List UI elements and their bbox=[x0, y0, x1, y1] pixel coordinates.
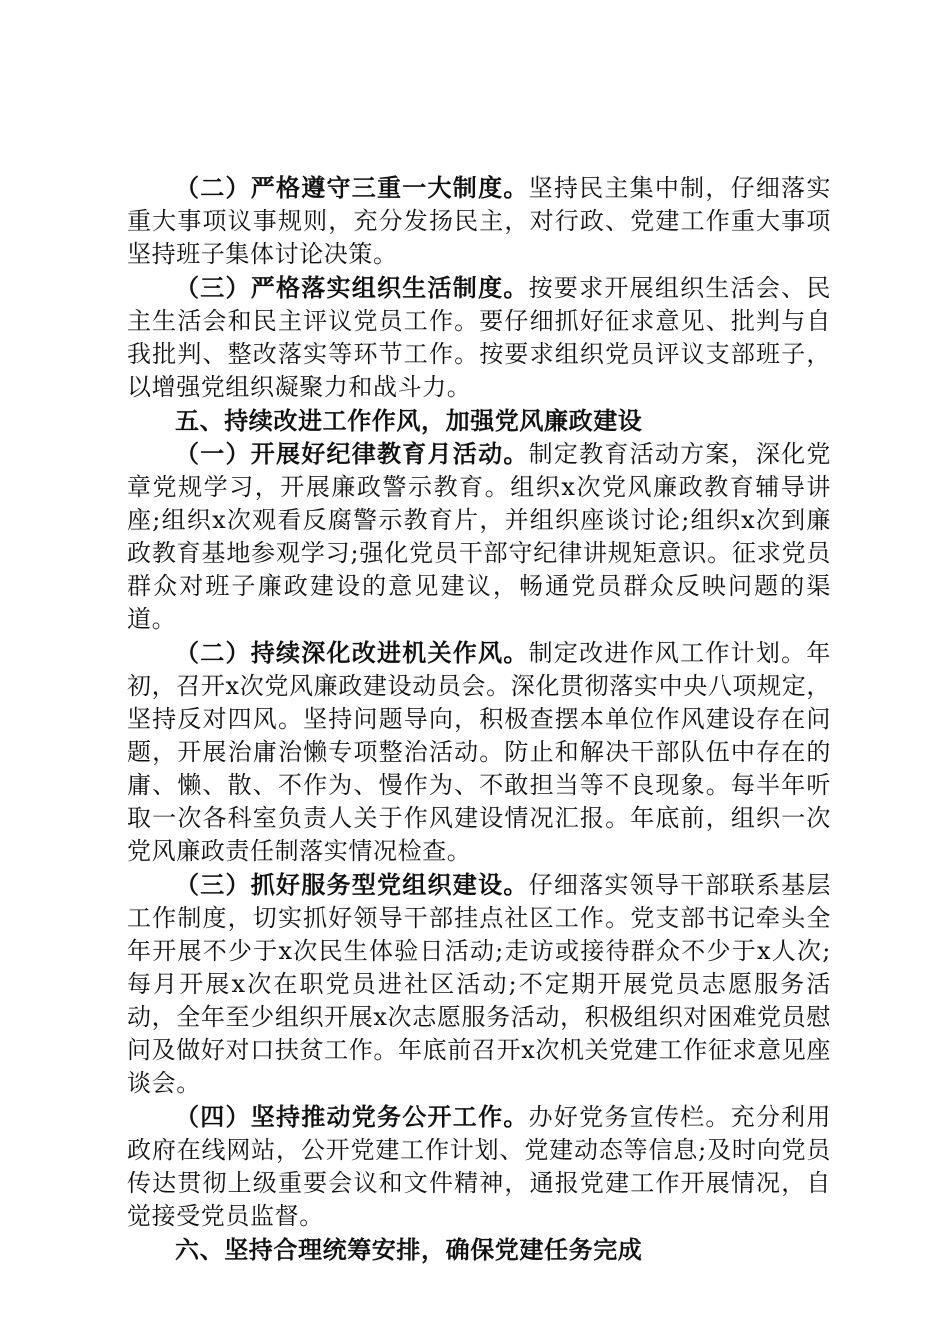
section-heading-six: 六、坚持合理统筹安排，确保党建任务完成 bbox=[175, 1235, 643, 1264]
paragraph-lead: （三）严格落实组织生活制度。 bbox=[175, 273, 529, 302]
paragraph-strict-three-major-one-large bbox=[127, 171, 831, 271]
paragraph-text: 仔细落实领导干部联系基层工作制度，切实抓好领导干部挂点社区工作。党支部书记牵头全年开展不少于x次民生体验日活动;走访或接待群众不少于x人次;每月开展x次在职党员进社区活动;不定期开展党员志愿服务活动，全年至少组织开展x次志愿服务活动，积极组织对困难党员慰问及做好对口扶贫工作。年底前召开x次机关党建工作征求意见座谈会。 bbox=[127, 871, 831, 1097]
paragraph-text: 制定改进作风工作计划。年初，召开x次党风廉政建设动员会。深化贯彻落实中央八项规定，坚持反对四风。坚持问题导向，积极查摆本单位作风建设存在问题，开展治庸治懒专项整治活动。防止和解决干部队伍中存在的庸、懒、散、不作为、慢作为、不敢担当等不良现象。每半年听取一次各科室负责人关于作风建设情况汇报。年底前，组织一次党风廉政责任制落实情况检查。 bbox=[127, 639, 831, 865]
paragraph-lead: （二）严格遵守三重一大制度。 bbox=[175, 173, 529, 202]
paragraph-lead: （一）开展好纪律教育月活动。 bbox=[175, 439, 529, 468]
paragraph-lead: （四）坚持推动党务公开工作。 bbox=[175, 1102, 529, 1131]
paragraph-lead: （三）抓好服务型党组织建设。 bbox=[175, 870, 529, 899]
paragraph-discipline-education-month bbox=[127, 437, 831, 636]
paragraph-text: 按要求开展组织生活会、民主生活会和民主评议党员工作。要仔细抓好征求意见、批判与自我批判、整改落实等环节工作。按要求组织党员评议支部班子，以增强党组织凝聚力和战斗力。 bbox=[127, 274, 831, 401]
paragraph-organizational-life-system bbox=[127, 271, 831, 404]
paragraph-improve-office-style bbox=[127, 636, 831, 868]
paragraph-lead: （二）持续深化改进机关作风。 bbox=[175, 638, 529, 667]
paragraph-text: 坚持民主集中制，仔细落实重大事项议事规则，充分发扬民主，对行政、党建工作重大事项坚持班子集体讨论决策。 bbox=[127, 174, 831, 268]
document-page bbox=[127, 171, 831, 1266]
paragraph-text: 办好党务宣传栏。充分利用政府在线网站，公开党建工作计划、党建动态等信息;及时向党员传达贯彻上级重要会议和文件精神，通报党建工作开展情况，自觉接受党员监督。 bbox=[127, 1103, 831, 1230]
paragraph-text: 制定教育活动方案，深化党章党规学习，开展廉政警示教育。组织x次党风廉政教育辅导讲座;组织x次观看反腐警示教育片，并组织座谈讨论;组织x次到廉政教育基地参观学习;强化党员干部守纪律讲规矩意识。征求党员群众对班子廉政建设的意见建议，畅通党员群众反映问题的渠道。 bbox=[127, 440, 831, 633]
paragraph-service-party-organization bbox=[127, 868, 831, 1100]
section-heading-five: 五、持续改进工作作风，加强党风廉政建设 bbox=[175, 406, 643, 435]
paragraph-party-affairs-disclosure bbox=[127, 1100, 831, 1233]
